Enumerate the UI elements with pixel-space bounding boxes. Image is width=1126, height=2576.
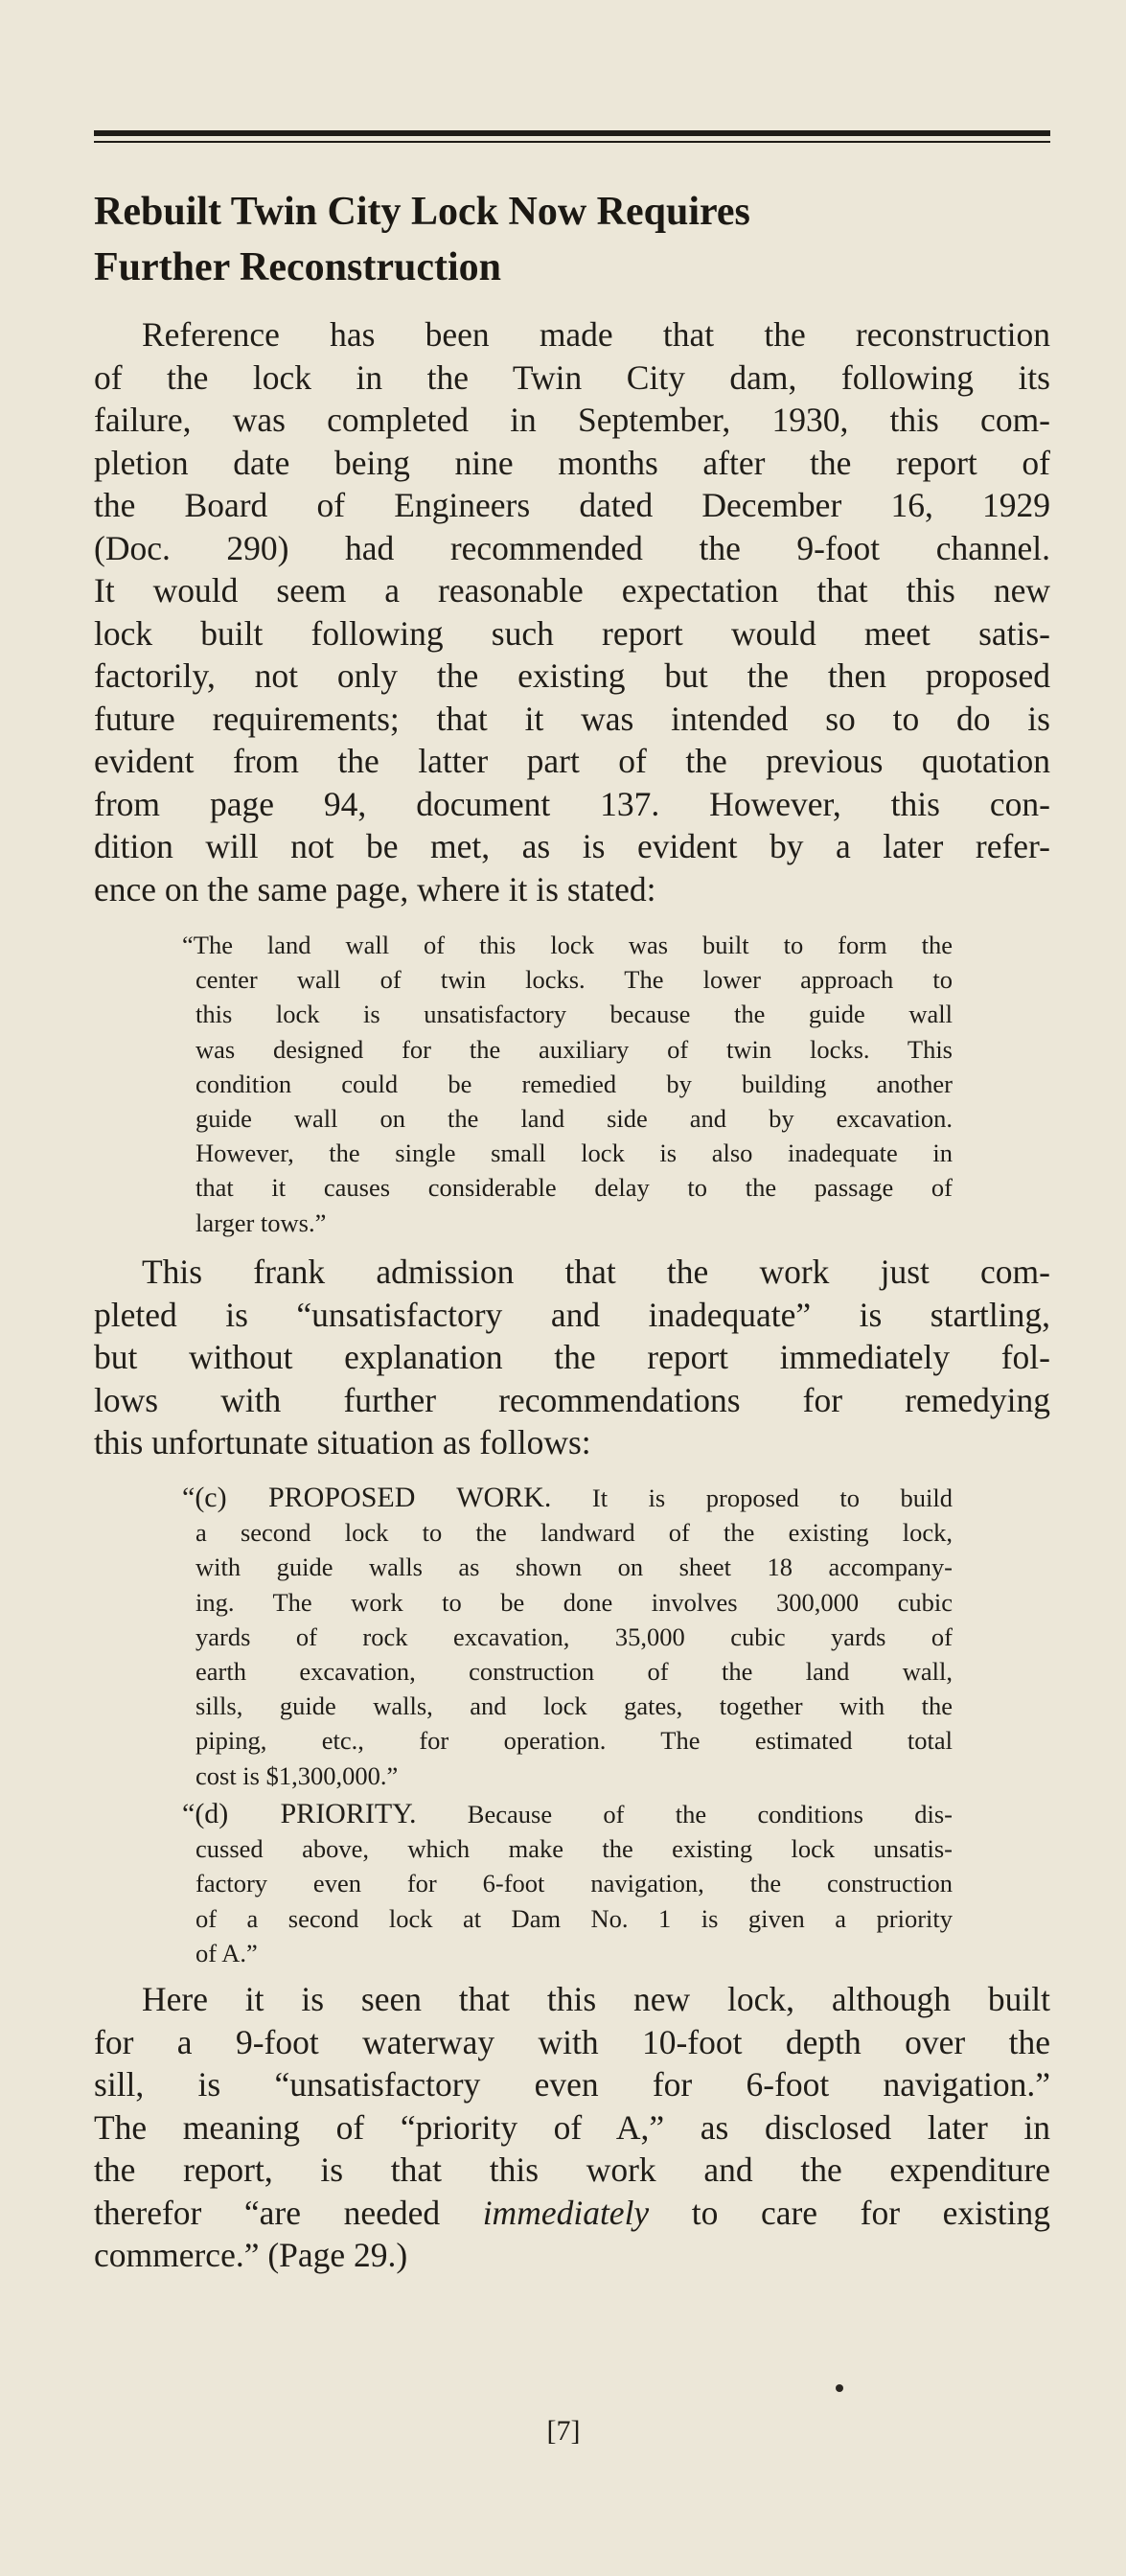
quote-lead-rest: Because of the conditions dis- xyxy=(416,1800,953,1828)
text-line: lock built following such report would meet satis- xyxy=(94,613,1050,653)
paragraph-3 xyxy=(94,1978,1050,2277)
quote-line xyxy=(182,1797,953,1831)
text-line: The meaning of “priority of A,” as disclosed later in xyxy=(94,2107,1050,2147)
page-number: [7] xyxy=(546,2415,581,2447)
text-line: commerce.” (Page 29.) xyxy=(94,2236,408,2274)
text-line: factorily, not only the existing but the then proposed xyxy=(94,656,1050,695)
text-line: the Board of Engineers dated December 16, 1929 xyxy=(94,486,1050,524)
text-line: from page 94, document 137. However, this con- xyxy=(94,784,1050,823)
text-line: this unfortunate situation as follows: xyxy=(94,1423,591,1461)
quote-line: “The land wall of this lock was built to form the xyxy=(182,931,953,959)
emphasis-text: immediately xyxy=(482,2193,650,2232)
text-line: pletion date being nine months after the report of xyxy=(94,443,1050,482)
quote-line: ing. The work to be done involves 300,000 cubic xyxy=(195,1587,953,1617)
quote-line: of A.” xyxy=(195,1938,258,1967)
block-quote-1 xyxy=(182,928,953,1240)
quote-line: earth excavation, construction of the land wall, xyxy=(195,1657,953,1687)
text-line: sill, is “unsatisfactory even for 6-foot navigation.” xyxy=(94,2065,1050,2104)
quote-line: yards of rock excavation, 35,000 cubic yards of xyxy=(195,1622,953,1651)
text-line xyxy=(94,2192,1050,2235)
block-quote-proposed-work xyxy=(182,1481,953,1793)
quote-line: cost is $1,300,000.” xyxy=(195,1760,399,1790)
text-run: to care for existing xyxy=(649,2193,1051,2232)
quote-line: guide wall on the land side and by excavation. xyxy=(195,1104,953,1134)
quote-line: was designed for the auxiliary of twin locks. This xyxy=(195,1034,953,1064)
text-line: future requirements; that it was intended so to do is xyxy=(94,699,1050,738)
text-line: evident from the latter part of the previous quotation xyxy=(94,742,1050,780)
section-heading xyxy=(94,184,1052,295)
quote-line: cussed above, which make the existing lock unsatis- xyxy=(195,1834,953,1864)
text-line: the report, is that this work and the expenditure xyxy=(94,2150,1050,2189)
quote-line: However, the single small lock is also inadequate in xyxy=(195,1138,953,1168)
text-line: ence on the same page, where it is stated: xyxy=(94,869,656,908)
paragraph-2 xyxy=(94,1251,1050,1464)
text-line: failure, was completed in September, 1930, this com- xyxy=(94,401,1050,439)
text-run: therefor “are needed xyxy=(94,2193,483,2232)
text-line: Here it is seen that this new lock, although built xyxy=(142,1980,1050,2018)
quote-line: center wall of twin locks. The lower approach to xyxy=(195,965,953,995)
quote-line: piping, etc., for operation. The estimated total xyxy=(195,1726,953,1756)
quote-line: this lock is unsatisfactory because the guide wall xyxy=(195,1000,953,1029)
quote-line xyxy=(182,1481,953,1515)
top-rule-thick xyxy=(94,130,1050,136)
text-line: pleted is “unsatisfactory and inadequate” is startling, xyxy=(94,1295,1050,1334)
text-line: (Doc. 290) had recommended the 9-foot channel. xyxy=(94,528,1050,567)
text-line: of the lock in the Twin City dam, following its xyxy=(94,357,1050,397)
quote-caps-lead: “(d) PRIORITY. xyxy=(182,1798,417,1829)
text-line: but without explanation the report immediately fol- xyxy=(94,1338,1050,1376)
quote-line: factory even for 6-foot navigation, the construction xyxy=(195,1869,953,1898)
quote-lead-rest: It is proposed to build xyxy=(551,1484,953,1512)
heading-line: Rebuilt Twin City Lock Now Requires xyxy=(94,190,750,234)
quote-line: a second lock to the landward of the existing lock, xyxy=(195,1518,953,1548)
text-line: This frank admission that the work just com- xyxy=(142,1253,1050,1291)
paragraph-1 xyxy=(94,313,1050,910)
quote-line: of a second lock at Dam No. 1 is given a priority xyxy=(195,1903,953,1933)
text-line: dition will not be met, as is evident by a later refer- xyxy=(94,827,1050,865)
quote-line: that it causes considerable delay to the passage of xyxy=(195,1173,953,1203)
ink-dot xyxy=(836,2384,843,2392)
text-line: It would seem a reasonable expectation that this new xyxy=(94,571,1050,610)
text-line: for a 9-foot waterway with 10-foot depth over the xyxy=(94,2022,1050,2061)
quote-line: larger tows.” xyxy=(195,1208,327,1237)
quote-line: sills, guide walls, and lock gates, together with the xyxy=(195,1691,953,1721)
quote-caps-lead: “(c) PROPOSED WORK. xyxy=(182,1482,552,1513)
quote-line: with guide walls as shown on sheet 18 accompany- xyxy=(195,1552,953,1582)
text-line: Reference has been made that the reconstruction xyxy=(142,315,1050,354)
block-quote-priority xyxy=(182,1797,953,1970)
quote-line: condition could be remedied by building another xyxy=(195,1069,953,1098)
heading-line: Further Reconstruction xyxy=(94,245,501,289)
text-line: lows with further recommendations for remedying xyxy=(94,1380,1050,1419)
top-rule-thin xyxy=(94,141,1050,143)
